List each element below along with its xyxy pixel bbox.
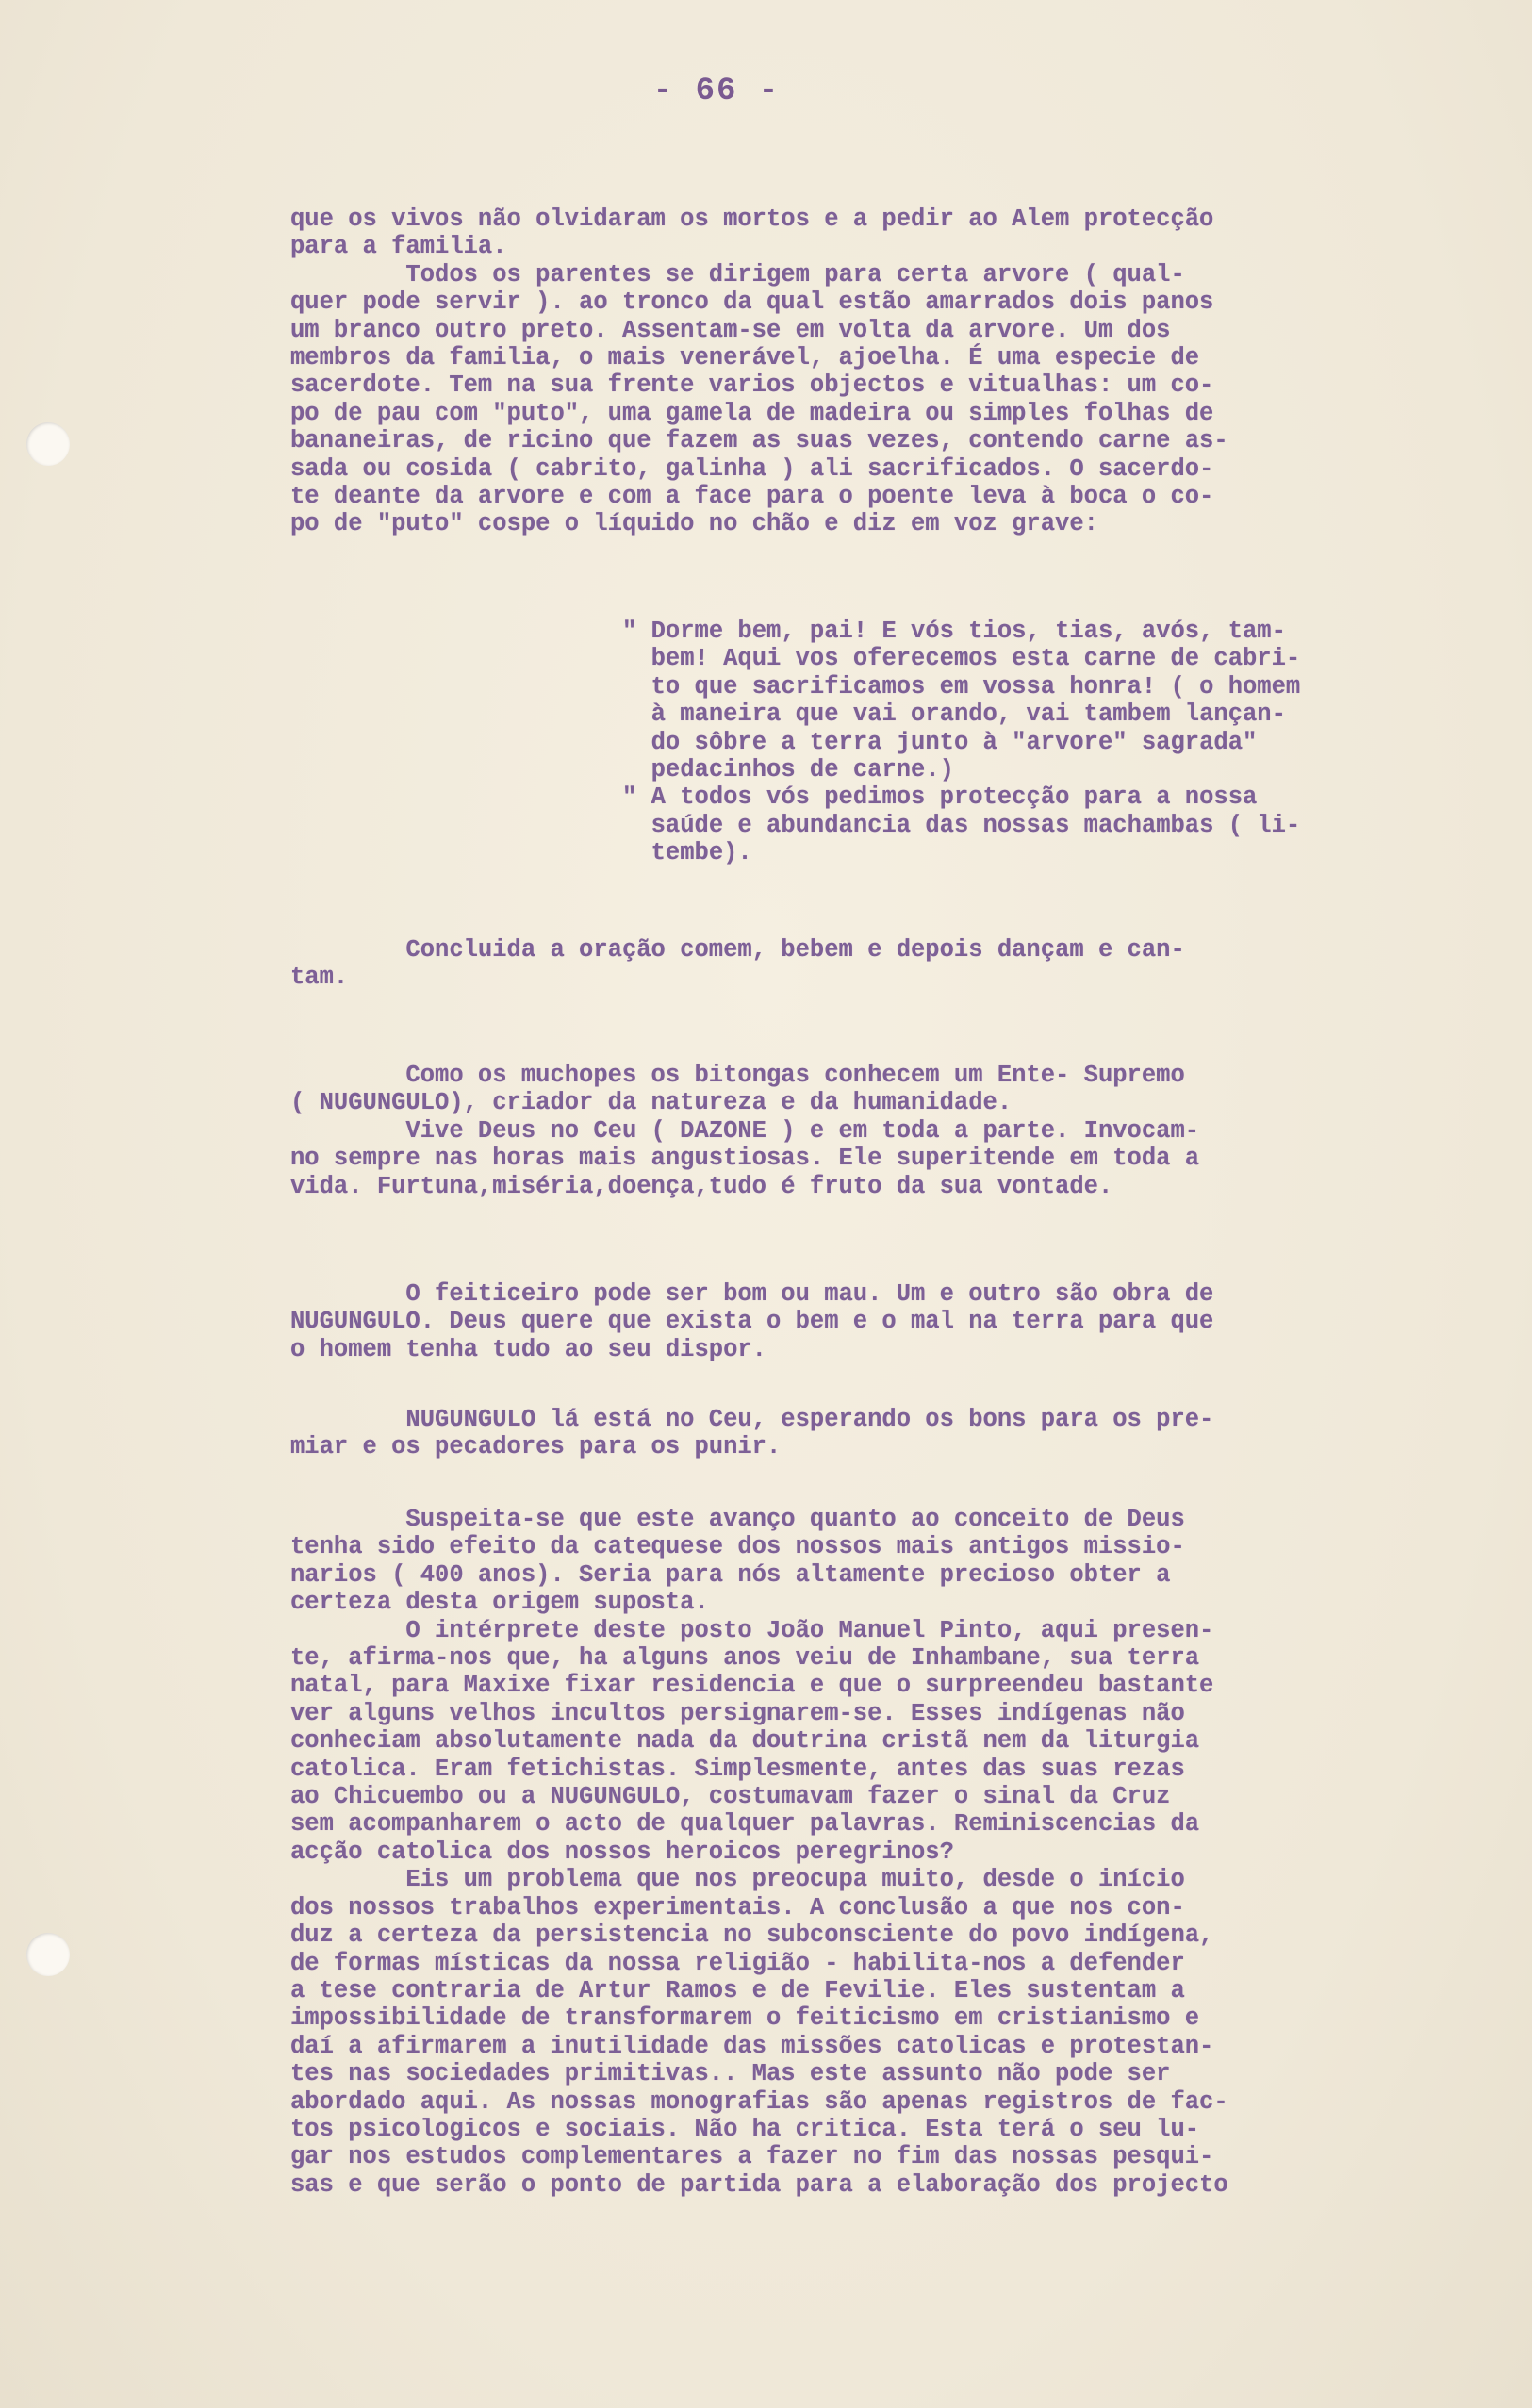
text-line: impossibilidade de transformarem o feiticismo em cristianismo e: [290, 2004, 1200, 2033]
text-line: certeza desta origem suposta.: [290, 1589, 709, 1617]
text-line: te deante da arvore e com a face para o poente leva à boca o co-: [290, 483, 1214, 511]
text-line: ver alguns velhos incultos persignarem-se. Esses indígenas não: [290, 1699, 1185, 1727]
text-line: de formas místicas da nossa religião - habilita-nos a defender: [290, 1949, 1185, 1977]
paragraph-heaven: [290, 1406, 1507, 1461]
text-line: ao Chicuembo ou a NUGUNGULO, costumavam fazer o sinal da Cruz: [290, 1783, 1171, 1811]
text-line: do sôbre a terra junto à "arvore" sagrada": [622, 728, 1258, 756]
paragraph-offerings: [290, 206, 1507, 538]
text-line: sas e que serão o ponto de partida para a elaboração dos projecto: [290, 2170, 1228, 2199]
text-line: acção catolica dos nossos heroicos peregrinos?: [290, 1838, 954, 1866]
text-line: o homem tenha tudo ao seu dispor.: [290, 1335, 766, 1363]
text-line: Concluida a oração comem, bebem e depois dançam e can-: [290, 936, 1185, 964]
text-line: Eis um problema que nos preocupa muito, desde o início: [290, 1866, 1185, 1894]
text-line: O feiticeiro pode ser bom ou mau. Um e outro são obra de: [290, 1280, 1214, 1308]
text-line: po de "puto" cospe o líquido no chão e diz em voz grave:: [290, 510, 1098, 538]
paragraph-conclusion: [290, 936, 1507, 992]
text-line: NUGUNGULO. Deus quere que exista o bem e o mal na terra para que: [290, 1308, 1214, 1336]
text-line: que os vivos não olvidaram os mortos e a pedir ao Alem protecção: [290, 206, 1214, 233]
text-line: conheciam absolutamente nada da doutrina cristã nem da liturgia: [290, 1727, 1200, 1756]
text-line: pedacinhos de carne.): [622, 756, 954, 784]
text-line: to que sacrificamos em vossa honra! ( o homem: [622, 672, 1301, 701]
text-line: po de pau com "puto", uma gamela de madeira ou simples folhas de: [290, 399, 1214, 427]
text-line: Suspeita-se que este avanço quanto ao conceito de Deus: [290, 1506, 1185, 1533]
text-line: O intérprete deste posto João Manuel Pinto, aqui presen-: [290, 1616, 1214, 1644]
text-line: sacerdote. Tem na sua frente varios objectos e vitualhas: um co-: [290, 371, 1214, 400]
paragraph-sorcerer: [290, 1280, 1507, 1363]
text-line: natal, para Maxixe fixar residencia e que o surpreendeu bastante: [290, 1672, 1214, 1700]
paragraph-catechesis: [290, 1506, 1507, 2199]
text-line: daí a afirmarem a inutilidade das missões catolicas e protestan-: [290, 2032, 1214, 2060]
text-line: gar nos estudos complementares a fazer no fim das nossas pesqui-: [290, 2143, 1214, 2171]
punch-hole: [26, 1933, 70, 1976]
text-line: miar e os pecadores para os punir.: [290, 1433, 782, 1461]
text-line: quer pode servir ). ao tronco da qual estão amarrados dois panos: [290, 289, 1214, 317]
text-line: te, afirma-nos que, ha alguns anos veiu de Inhambane, sua terra: [290, 1644, 1200, 1673]
text-line: sada ou cosida ( cabrito, galinha ) ali sacrificados. O sacerdo-: [290, 454, 1214, 483]
text-line: " Dorme bem, pai! E vós tios, tias, avós, tam-: [622, 618, 1286, 645]
text-line: tenha sido efeito da catequese dos nossos mais antigos missio-: [290, 1533, 1185, 1561]
text-line: Como os muchopes os bitongas conhecem um Ente- Supremo: [290, 1062, 1185, 1089]
paragraph-supreme-being: [290, 1062, 1507, 1200]
prayer-quote: [622, 618, 1508, 867]
text-line: abordado aqui. As nossas monografias são apenas registros de fac-: [290, 2087, 1228, 2116]
text-line: um branco outro preto. Assentam-se em volta da arvore. Um dos: [290, 316, 1171, 344]
text-line: Vive Deus no Ceu ( DAZONE ) e em toda a parte. Invocam-: [290, 1116, 1200, 1145]
text-line: a tese contraria de Artur Ramos e de Fevilie. Eles sustentam a: [290, 1976, 1185, 2004]
punch-hole: [26, 422, 70, 466]
text-line: vida. Furtuna,miséria,doença,tudo é fruto da sua vontade.: [290, 1172, 1113, 1200]
text-line: à maneira que vai orando, vai tambem lançan-: [622, 701, 1286, 729]
text-line: no sempre nas horas mais angustiosas. Ele superitende em toda a: [290, 1145, 1200, 1173]
text-line: narios ( 400 anos). Seria para nós altamente precioso obter a: [290, 1560, 1171, 1589]
text-line: bem! Aqui vos oferecemos esta carne de cabri-: [622, 645, 1301, 673]
text-line: " A todos vós pedimos protecção para a nossa: [622, 783, 1258, 812]
text-line: tembe).: [622, 839, 752, 867]
text-line: tam.: [290, 964, 349, 992]
text-line: membros da familia, o mais venerável, ajoelha. É uma especie de: [290, 344, 1200, 372]
text-line: saúde e abundancia das nossas machambas ( li-: [622, 811, 1301, 839]
text-line: tes nas sociedades primitivas.. Mas este assunto não pode ser: [290, 2060, 1171, 2088]
text-line: dos nossos trabalhos experimentais. A conclusão a que nos con-: [290, 1893, 1185, 1921]
text-line: ( NUGUNGULO), criador da natureza e da humanidade.: [290, 1089, 1013, 1117]
text-line: sem acompanharem o acto de qualquer palavras. Reminiscencias da: [290, 1810, 1200, 1839]
text-line: tos psicologicos e sociais. Não ha critica. Esta terá o seu lu-: [290, 2115, 1200, 2143]
text-line: NUGUNGULO lá está no Ceu, esperando os bons para os pre-: [290, 1406, 1214, 1433]
text-line: Todos os parentes se dirigem para certa arvore ( qual-: [290, 260, 1185, 289]
page-number: - 66 -: [652, 74, 781, 109]
text-line: catolica. Eram fetichistas. Simplesmente, antes das suas rezas: [290, 1755, 1185, 1783]
text-line: bananeiras, de ricino que fazem as suas vezes, contendo carne as-: [290, 427, 1228, 455]
text-line: para a familia.: [290, 233, 507, 261]
text-line: duz a certeza da persistencia no subconsciente do povo indígena,: [290, 1921, 1214, 1950]
